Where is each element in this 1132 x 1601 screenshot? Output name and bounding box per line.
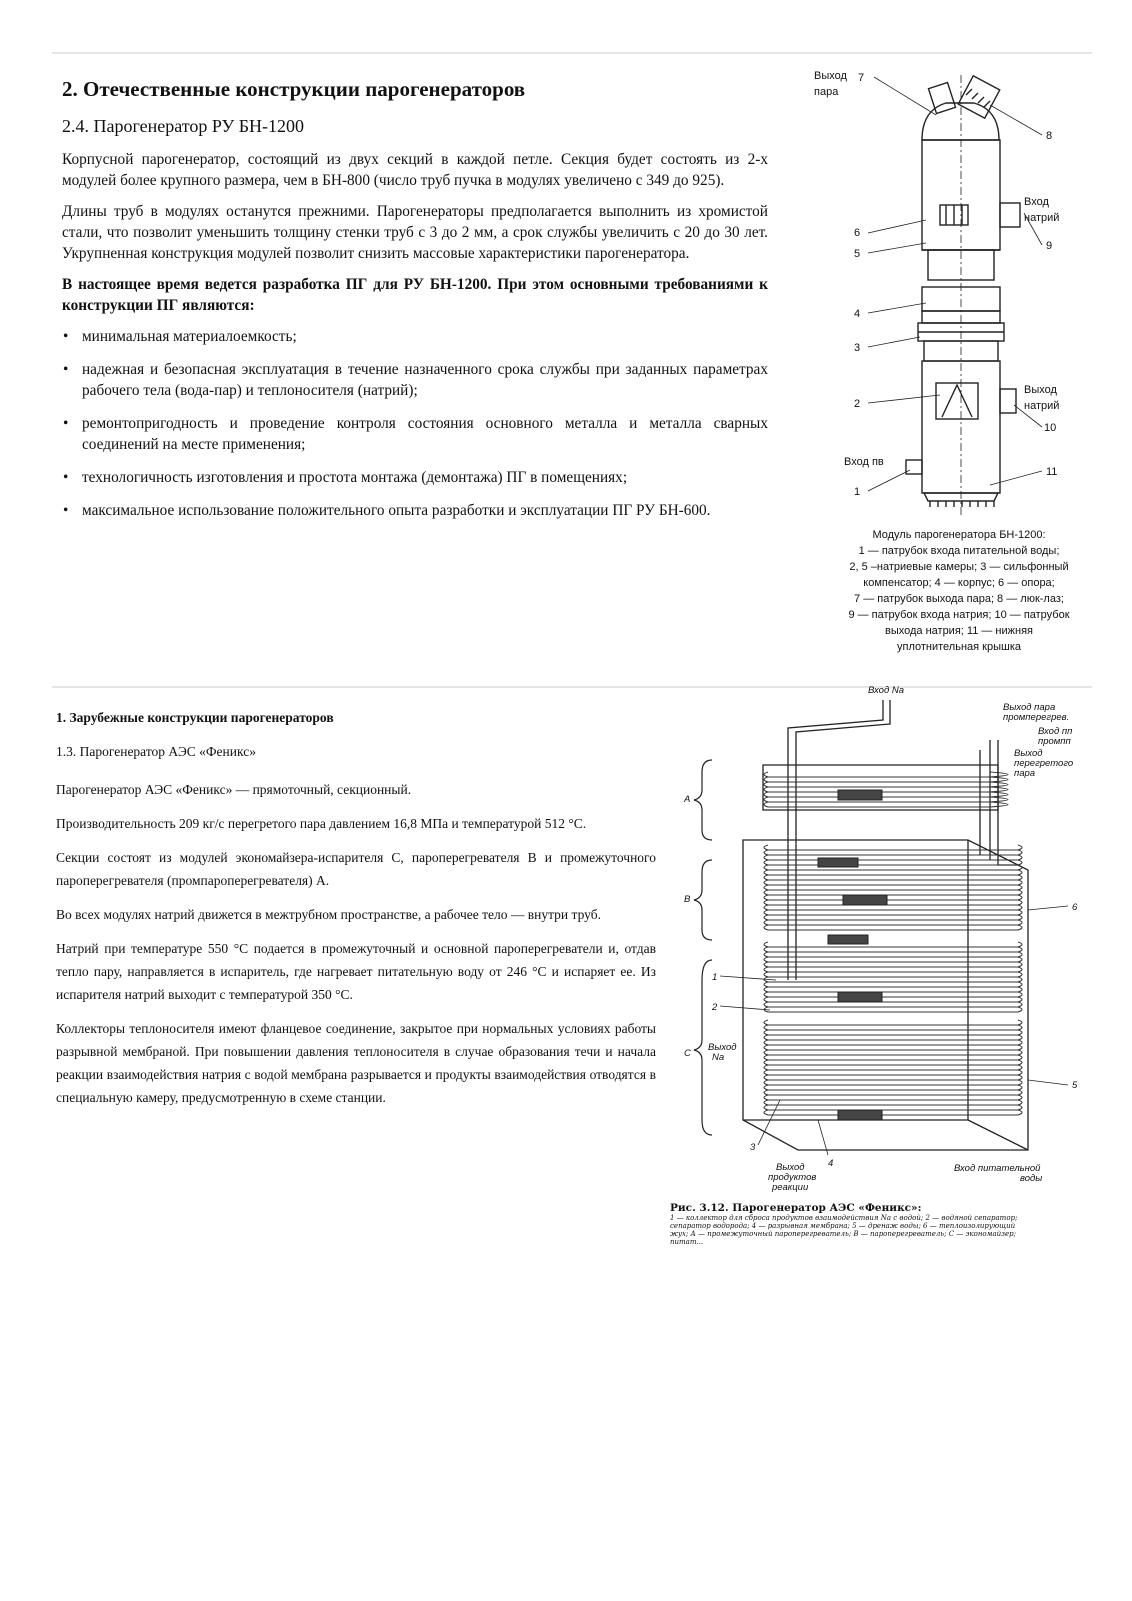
label-na-in: Вход Na — [868, 685, 904, 696]
caption-line: 1 — патрубок входа питательной воды; — [858, 545, 1060, 557]
label-5: 5 — [1072, 1080, 1078, 1091]
label-4: 4 — [854, 308, 861, 320]
coil-tube — [764, 1007, 1022, 1012]
steam-outlet-nozzle — [928, 83, 955, 114]
caption-title: Рис. 3.12. Парогенератор АЭС «Феникс»: — [670, 1202, 922, 1214]
slide1-subtitle: 2.4. Парогенератор РУ БН-1200 — [62, 116, 305, 136]
label-9: 9 — [1046, 240, 1053, 252]
coil-tube — [764, 920, 1022, 925]
coil-tube — [764, 1030, 1022, 1035]
coil-tube — [764, 885, 1022, 890]
phenix-steam-generator-drawing — [668, 680, 1088, 1205]
coil-tube — [764, 860, 1022, 865]
coil-tube — [764, 1055, 1022, 1060]
brace-B — [694, 860, 712, 940]
bn1200-figure-caption — [822, 527, 1096, 655]
slide1-paragraph-1: Корпусной парогенератор, состоящий из двух секций в каждой петле. Секция будет состоять из 2-х модулей более крупного размера, чем в БН-800 (число труб пучка в модулях увеличено с 349 до 925). — [62, 151, 768, 189]
slide-phenix — [52, 685, 1092, 1270]
coil-tube — [764, 865, 1022, 870]
coil-tube — [764, 1025, 1022, 1030]
label-3: 3 — [750, 1142, 756, 1153]
coil-tube — [764, 802, 1008, 807]
slide2-title: 1. Зарубежные конструкции парогенераторов — [56, 710, 334, 725]
coil-tube — [764, 1075, 1022, 1080]
coil-tube — [764, 957, 1022, 962]
caption-line: 9 — патрубок входа натрия; 10 — патрубок — [848, 609, 1070, 621]
sodium-outlet-nozzle — [1000, 389, 1016, 413]
slide1-requirements-intro: В настоящее время ведется разработка ПГ для РУ БН-1200. При этом основными требованиями к конструкции ПГ являются: — [62, 276, 768, 314]
caption-line: 1 — коллектор для сброса продуктов взаимодействия Na с водой; 2 — водяной сепаратор; — [670, 1214, 1018, 1222]
coil-tube — [764, 1020, 1022, 1025]
tube-coils — [764, 772, 1022, 1115]
label-products: Выход — [776, 1162, 805, 1173]
label-6: 6 — [1072, 902, 1078, 913]
label-2: 2 — [712, 1002, 718, 1013]
label-out-pp-2: перегретого — [1014, 758, 1074, 769]
coil-tube — [764, 850, 1022, 855]
requirement-item: • минимальная материалоемкость; — [62, 326, 768, 347]
coil-tube — [764, 942, 1022, 947]
label-11: 11 — [1046, 466, 1058, 478]
label-2: 2 — [854, 398, 861, 410]
coil-tube — [764, 880, 1022, 885]
label-na-in-2: натрий — [1024, 212, 1060, 224]
requirement-item: • технологичность изготовления и простота монтажа (демонтажа) ПГ в помещениях; — [62, 467, 768, 488]
header-B1 — [818, 858, 858, 867]
slide2-subtitle: 1.3. Парогенератор АЭС «Феникс» — [56, 744, 256, 759]
caption-line: Модуль парогенератора БН-1200: — [872, 529, 1046, 541]
coil-tube — [764, 1040, 1022, 1045]
caption-line: сепаратор водорода; 4 — разрывная мембрана; 5 — дренаж воды; 6 — теплоизолирующий — [670, 1222, 1016, 1230]
label-5: 5 — [854, 248, 861, 260]
header-C1 — [828, 935, 868, 944]
requirement-item: • надежная и безопасная эксплуатация в течение назначенного срока службы при заданных параметрах рабочего тела (вода-пар) и теплоносителя (натрий); — [62, 359, 768, 401]
coil-tube — [764, 925, 1022, 930]
label-4: 4 — [828, 1158, 834, 1169]
coil-tube — [764, 782, 1008, 787]
insulation-casing — [743, 840, 1028, 1150]
coil-tube — [764, 952, 1022, 957]
caption-line: 2, 5 –натриевые камеры; 3 — сильфонный — [849, 561, 1069, 573]
coil-tube — [764, 997, 1022, 1002]
coil-tube — [764, 1060, 1022, 1065]
slide2-paragraph: Во всех модулях натрий движется в межтрубном пространстве, а рабочее тело — внутри труб. — [56, 907, 601, 922]
label-out-pp-3: пара — [1014, 768, 1036, 779]
coil-tube — [764, 1090, 1022, 1095]
coil-tube — [764, 772, 1008, 777]
coil-tube — [764, 972, 1022, 977]
label-na-out-2: Na — [712, 1052, 725, 1063]
coil-tube — [764, 967, 1022, 972]
coil-tube — [764, 1002, 1022, 1007]
label-na-in: Вход — [1024, 196, 1049, 208]
label-out-pp: Выход — [1014, 748, 1043, 759]
header-B2 — [843, 895, 887, 905]
coil-tube — [764, 875, 1022, 880]
slide1-paragraph-2: Длины труб в модулях останутся прежними. Парогенераторы предполагается выполнить из хромистой стали, что позволит уменьшить толщину стенки труб с 3 до 2 мм, а срок службы увеличить с 20 до 30 лет. Укрупненная конструкция модулей позволит снизить массовые характеристики парогенератора. — [62, 203, 768, 262]
label-6: 6 — [854, 227, 861, 239]
sodium-inlet-nozzle — [1000, 203, 1020, 227]
coil-tube — [764, 1050, 1022, 1055]
label-A: A — [684, 794, 691, 805]
feedwater-inlet-nozzle — [906, 460, 922, 474]
slide2-paragraph: Секции состоят из модулей экономайзера-испарителя С, пароперегревателя В и промежуточного пароперегревателя (промпароперегревателя) А. — [56, 850, 656, 888]
brace-A — [694, 760, 712, 840]
label-in-pp-2: промпп — [1038, 736, 1071, 747]
label-water-in: Вход пв — [844, 456, 884, 468]
label-1: 1 — [854, 486, 861, 498]
coil-tube — [764, 905, 1022, 910]
label-feedwater: Вход питательной — [954, 1163, 1041, 1174]
header-A — [838, 790, 882, 800]
coil-tube — [764, 1035, 1022, 1040]
coil-tube — [764, 1080, 1022, 1085]
label-7: 7 — [858, 72, 865, 84]
label-C: C — [684, 1048, 691, 1059]
label-na-out: Выход — [1024, 384, 1057, 396]
coil-tube — [764, 915, 1022, 920]
coil-tube — [764, 1105, 1022, 1110]
coil-tube — [764, 1095, 1022, 1100]
label-products-3: реакции — [772, 1182, 809, 1193]
phenix-figure-caption — [670, 1202, 1074, 1246]
coil-tube — [764, 797, 1008, 802]
requirements-list — [62, 326, 768, 521]
slide2-paragraph: Натрий при температуре 550 °С подается в промежуточный и основной пароперегреватели и, отдав тепло пару, направляется в испаритель, где нагревает питательную воду от 246 °С и испаряет ее. Из испарителя натрий выходит с температурой 350 °С. — [56, 941, 656, 1002]
label-na-out: Выход — [708, 1042, 737, 1053]
slide2-paragraph: Производительность 209 кг/с перегретого пара давлением 16,8 МПа и температурой 512 °С. — [56, 816, 587, 831]
top-divider — [52, 52, 1092, 54]
label-steam-out-2: пара — [814, 86, 839, 98]
slide2-paragraph: Парогенератор АЭС «Феникс» — прямоточный, секционный. — [56, 782, 412, 797]
caption-line: питат... — [670, 1238, 704, 1246]
coil-tube — [764, 787, 1008, 792]
slide-bn1200 — [52, 55, 1092, 685]
coil-tube — [764, 987, 1022, 992]
sodium-chamber — [936, 383, 978, 419]
coil-tube — [764, 982, 1022, 987]
label-products-2: продуктов — [768, 1172, 817, 1183]
coil-tube — [764, 962, 1022, 967]
requirement-item: • максимальное использование положительного опыта разработки и эксплуатации ПГ РУ БН-600. — [62, 500, 768, 521]
label-feedwater-2: воды — [1020, 1173, 1043, 1184]
label-steam-out: Выход — [814, 70, 847, 82]
slide2-text-column — [56, 710, 656, 1120]
coil-tube — [764, 947, 1022, 952]
coil-tube — [764, 900, 1022, 905]
coil-tube — [764, 895, 1022, 900]
caption-line: компенсатор; 4 — корпус; 6 — опора; — [863, 577, 1055, 589]
slide1-title: 2. Отечественные конструкции парогенераторов — [62, 77, 526, 101]
label-B: B — [684, 894, 691, 905]
label-na-out-2: натрий — [1024, 400, 1060, 412]
coil-tube — [764, 777, 1008, 782]
label-3: 3 — [854, 342, 861, 354]
coil-tube — [764, 870, 1022, 875]
coil-tube — [764, 910, 1022, 915]
label-superheated-out: Выход пара — [1003, 702, 1056, 713]
caption-line: жух; А — промежуточный пароперегреватель; В — пароперегреватель; С — экономайзер; — [670, 1230, 1016, 1238]
label-superheated-out-2: промперегрев. — [1003, 712, 1070, 723]
label-8: 8 — [1046, 130, 1053, 142]
coil-tube — [764, 855, 1022, 860]
label-in-pp: Вход пп — [1038, 726, 1073, 737]
header-C3 — [838, 1110, 882, 1120]
coil-tube — [764, 890, 1022, 895]
manhole-hatch — [958, 76, 1000, 118]
caption-line: 7 — патрубок выхода пара; 8 — люк-лаз; — [854, 593, 1064, 605]
label-10: 10 — [1044, 422, 1057, 434]
coil-tube — [764, 1045, 1022, 1050]
coil-tube — [764, 977, 1022, 982]
slide1-text-column — [62, 77, 768, 533]
top-dome — [922, 103, 999, 140]
label-1: 1 — [712, 972, 718, 983]
coil-tube — [764, 1085, 1022, 1090]
coil-tube — [764, 1110, 1022, 1115]
caption-line: уплотнительная крышка — [897, 641, 1021, 653]
header-C2 — [838, 992, 882, 1002]
caption-line: выхода натрия; 11 — нижняя — [884, 625, 1033, 637]
coil-tube — [764, 1070, 1022, 1075]
requirement-item: • ремонтопригодность и проведение контроля состояния основного металла и металла сварных соединений на месте применения; — [62, 413, 768, 455]
slide2-paragraph: Коллекторы теплоносителя имеют фланцевое соединение, закрытое при нормальных условиях работы разрывной мембраной. При повышении давления теплоносителя в случае образования течи и начала реакции взаимодействия натрия с водой мембрана разрывается и продукты взаимодействия отводятся в специальную камеру, предусмотренную в схеме станции. — [56, 1021, 656, 1105]
coil-tube — [764, 992, 1022, 997]
coil-tube — [764, 792, 1008, 797]
coil-tube — [764, 1100, 1022, 1105]
coil-tube — [764, 1065, 1022, 1070]
